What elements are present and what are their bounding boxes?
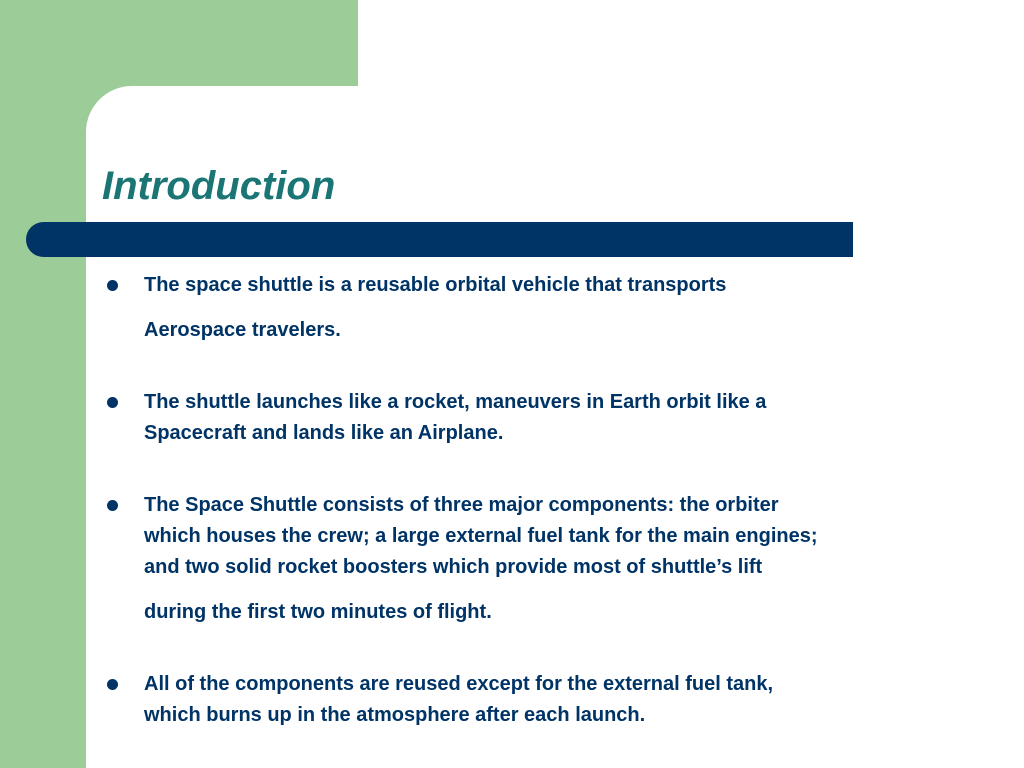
bullet-4-line-1: All of the components are reused except for the external fuel tank, <box>144 673 774 695</box>
bullet-2-line-2: Spacecraft and lands like an Airplane. <box>144 422 504 444</box>
bullet-3-line-1: The Space Shuttle consists of three major components: the orbiter <box>144 494 779 516</box>
bullet-1-line-2: Aerospace travelers. <box>144 319 341 341</box>
bullet-item-2 <box>100 387 1015 449</box>
bullet-item-3 <box>100 490 1015 628</box>
bullet-list <box>100 270 1015 768</box>
bullet-item-1 <box>100 270 1015 346</box>
bullet-3-line-3: and two solid rocket boosters which provide most of shuttle’s lift <box>144 556 763 578</box>
bullet-4-line-2: which burns up in the atmosphere after each launch. <box>144 704 646 726</box>
bullet-item-4 <box>100 669 1015 731</box>
title-underline-bar <box>26 222 853 257</box>
bullet-1-line-1: The space shuttle is a reusable orbital vehicle that transports <box>144 274 727 296</box>
bullet-3-line-2: which houses the crew; a large external fuel tank for the main engines; <box>144 525 818 547</box>
bullet-3-line-4: during the first two minutes of flight. <box>144 601 492 623</box>
bullet-2-line-1: The shuttle launches like a rocket, maneuvers in Earth orbit like a <box>144 391 767 413</box>
bullet-dot-icon <box>107 500 118 511</box>
bullet-dot-icon <box>107 679 118 690</box>
bullet-dot-icon <box>107 280 118 291</box>
bullet-dot-icon <box>107 397 118 408</box>
slide-title: Introduction <box>102 164 336 208</box>
